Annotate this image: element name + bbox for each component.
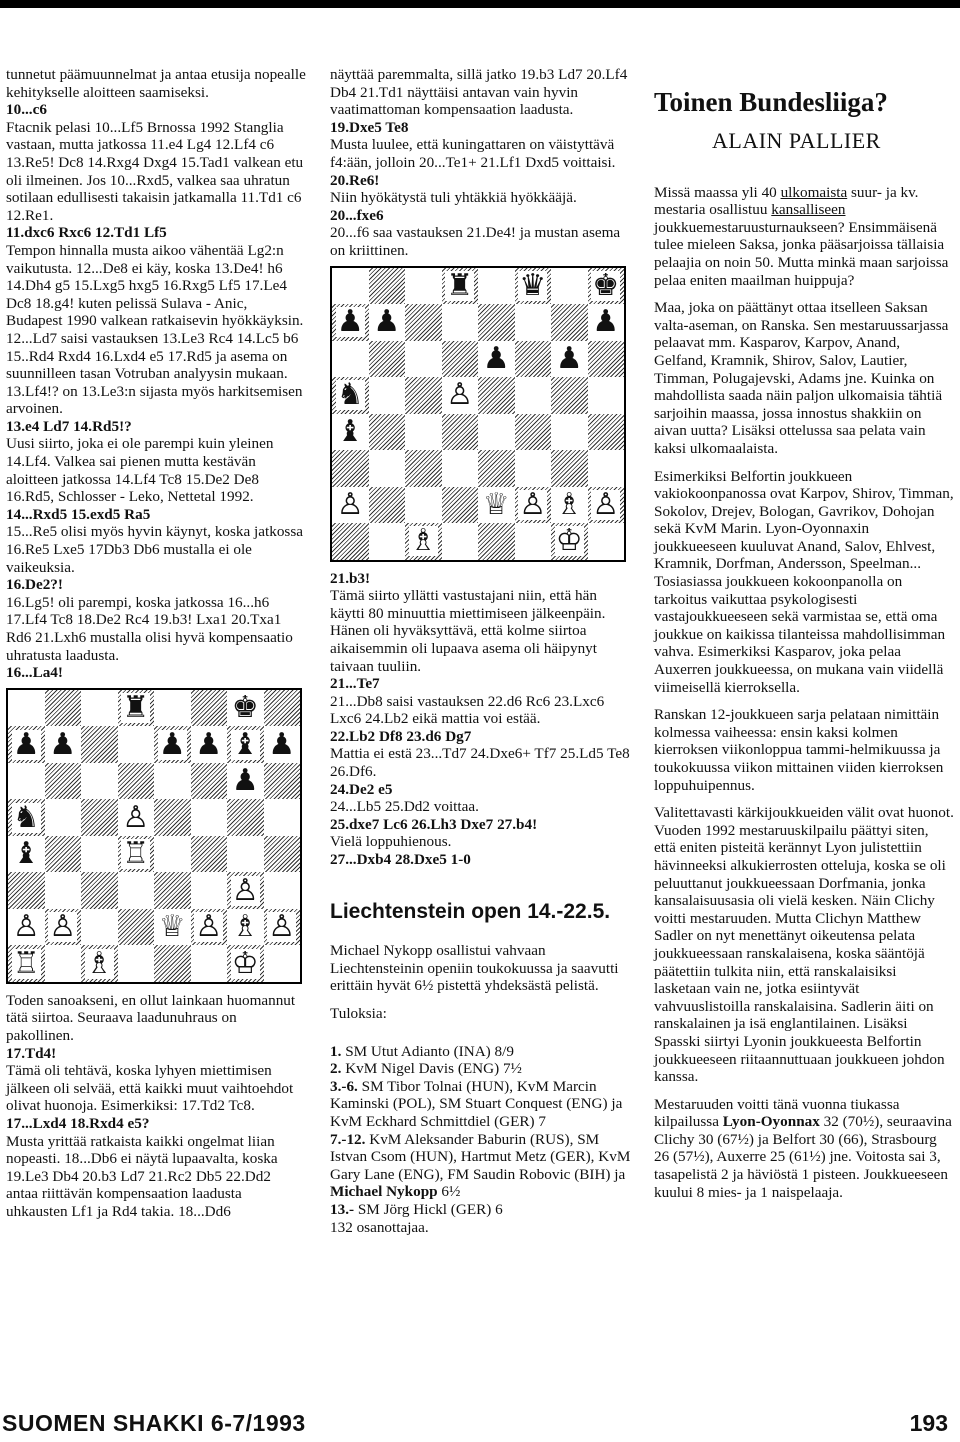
move: 21.b3! [330,569,371,587]
paragraph: Niin hyökätystä tuli yhtäkkiä hyökkääjä. [330,189,577,207]
white-bishop-icon: ♗ [409,523,437,559]
move: 24.De2 e5 [330,780,393,798]
paragraph: 16.Lg5! oli parempi, koska jatkossa 16...h6 17.Lf4 Tc8 18.De2 Rc4 19.b3! Lxa1 20.Txa1 Rd6 21.Lxh6 mustalla olisi hyvä kompensaatio uhratusta laadusta. [6,593,293,664]
column-3 [654,72,954,1201]
black-pawn-icon: ♟ [482,340,510,376]
chess-diagram-1 [6,688,302,984]
paragraph: Musta yrittää ratkaista kaikki ongelmat liian nopeasti. 18...Db6 ei näytä lupaavalta, koska 19.Le3 Db4 20.b3 Ld7 21.Rc2 Db5 22.Dd2 antaa riittävän kompensaation laadusta uhkausten Lf1 ja Rd4 takia. 18...Dd6 [6,1132,278,1220]
move: 21...Te7 [330,675,380,693]
top-rule [0,0,960,8]
paragraph: tunnetut päämuunnelmat ja antaa etusija nopealle kehitykselle aloitteen saamiseksi. [6,66,306,101]
black-king-icon: ♚ [592,267,620,303]
move: 20.Re6! [330,171,380,189]
move: 27...Dxb4 28.Dxe5 1-0 [330,851,471,869]
white-pawn-icon: ♙ [49,909,77,945]
paragraph: 20...f6 saa vastauksen 21.De4! ja mustan asema on kriittinen. [330,224,621,259]
result-line: 1. SM Utut Adianto (INA) 8/9 [330,1042,514,1060]
black-rook-icon: ♜ [446,267,474,303]
paragraph: Michael Nykopp osallistui vahvaan Liechtensteinin openiin toukokuussa ja saavutti erittäin hyvät 6½ pistettä yhdeksästä pelistä. [330,942,619,995]
paragraph: Musta luulee, että kuningattaren on väistyttävä f4:ään, jolloin 20...Te1+ 21.Lf1 Dxd5 voittaisi. [330,136,616,171]
move: 13.e4 Ld7 14.Rd5!? [6,417,132,435]
column-2 [330,66,632,1236]
paragraph: Maa, joka on päättänyt ottaa itselleen Saksan valta-aseman, on Ranska. Sen mestaruussarjassa pelaavat mm. Kasparov, Karpov, Anand, Gelfand, Kramnik, Shirov, Salov, Lautier, Timman, Polugajevski, Adams jne. Kuinka on mahdollista saada näin paljon ulkomaisia tähtiä sarjoihin maassa, jossa innostus shakkiin on aivan uutta? Lisäksi ottelussa saa pelata vain kaksi ulkomaalaista. [654,299,949,457]
move: 14...Rxd5 15.exd5 Ra5 [6,505,151,523]
move: 19.Dxe5 Te8 [330,118,409,136]
black-knight-icon: ♞ [12,799,40,835]
move: 22.Lb2 Df8 23.d6 Dg7 [330,727,472,745]
paragraph: Valitettavasti kärkijoukkueiden välit ovat huonot. Vuoden 1992 mestaruuskilpailu päättyi siten, että eniten pisteitä kerännyt Lyon julistettiin hävinneeksi alkukierrosten otteluja, koska se oli peluuttanut joukkueessaan Dorfmania, jonka kansalaisuusasia oli vielä kesken. Näin Clichy voitti mestaruuden. Mutta Clichyn Matthew Sadler on nyt menettänyt oikeutensa pelata joukkueessaan ranskalaisena, koska sääntöjä päätettiin tulkita niin, että ranskalaisiksi lasketaan vain ne, jotka esiintyvät vahvuuslistoilla ranskalaisina. Sadlerin äiti on ranskalainen ja isä englantilainen. Lisäksi Spasski siirtyi Lyonin joukkueesta Belfortin joukkueeseen riitaannuttuaan joukkueen johdon kanssa. [654,804,954,1086]
white-bishop-icon: ♗ [85,945,113,981]
result-line: 7.-12. KvM Aleksander Baburin (RUS), SM Istvan Csom (HUN), Hartmut Metz (GER), KvM Gary Lane (ENG), FM Saudin Robovic (BIH) ja Michael Nykopp 6½ [330,1130,631,1201]
paragraph: Tuloksia: [330,1005,387,1022]
black-pawn-icon: ♟ [373,304,401,340]
black-bishop-icon: ♝ [336,413,364,449]
white-king-icon: ♔ [555,523,583,559]
black-pawn-icon: ♟ [49,726,77,762]
black-queen-icon: ♛ [519,267,547,303]
move: 17...Lxd4 18.Rxd4 e5? [6,1114,150,1132]
paragraph: Missä maassa yli 40 ulkomaista suur- ja kv. mestaria osallistuu kansalliseen joukkuemestaruusturnaukseen? Ensimmäisenä tulee mieleen Saksa, jonka pääsarjoissa tällaisia pelaajia on noin 50. Mutta minkä maan sarjoissa pelaa eniten maailman huippuja? [654,183,949,289]
white-pawn-icon: ♙ [268,909,296,945]
white-pawn-icon: ♙ [446,377,474,413]
article-author: ALAIN PALLIER [712,128,881,153]
white-queen-icon: ♕ [158,909,186,945]
move: 25.dxe7 Lc6 26.Lh3 Dxe7 27.b4! [330,815,538,833]
paragraph: Ranskan 12-joukkueen sarja pelataan nimittäin kolmessa vaiheessa: ensin kaksi kolmen kierroksen viikonloppua tammi-helmikuussa ja toukokuussa viikon mittainen viiden kierroksen loppuhuipennus. [654,706,944,794]
move: 16...La4! [6,664,63,682]
paragraph: Mattia ei estä 23...Td7 24.Dxe6+ Tf7 25.Ld5 Te8 26.Df6. [330,745,630,781]
white-king-icon: ♔ [231,945,259,981]
white-bishop-icon: ♗ [231,909,259,945]
white-pawn-icon: ♙ [336,486,364,522]
article-title: Toinen Bundesliiga? [654,87,888,117]
paragraph: Mestaruuden voitti tänä vuonna tiukassa kilpailussa Lyon-Oyonnax 32 (70½), seuraavina Clichy 30 (67½) ja Belfort 30 (66), Strasbourg 26 (57½), Auxerre 25 (61½) jne. Voitosta sai 3, tasapelistä 2 ja häviöstä 1 pisteen. Joukkueeseen kuului 8 mies- ja 1 naispelaaja. [654,1095,952,1201]
result-line: 3.-6. SM Tibor Tolnai (HUN), KvM Marcin Kaminski (POL), SM Stuart Conquest (ENG) ja KvM Eckhard Schmittdiel (GER) 7 [330,1077,623,1130]
move: 11.dxc6 Rxc6 12.Td1 Lf5 [6,224,167,242]
white-queen-icon: ♕ [482,486,510,522]
black-pawn-icon: ♟ [268,726,296,762]
black-pawn-icon: ♟ [555,340,583,376]
paragraph: Esimerkiksi Belfortin joukkueen vakiokoonpanossa ovat Karpov, Shirov, Timman, Sokolov, Drejev, Bologan, Gavrikov, Dohojan sekä KvM Marin. Lyon-Oyonnaxin joukkueeseen kuuluvat Anand, Salov, Ehlvest, Kramnik, Dorfman, Andersson, Speelman... Tosiasiassa joukkueen kokoonpanolla on tarkoitus vaikuttaa psykologisesti vastajoukkueeseen sekä varmistaa se, että oma joukkue on kaikissa tilanteissa mahdollisimman vahva. Esimerkiksi Kasparov, joka pelaa Auxerren joukkueessa, on mukana vain viidellä viimeisellä kierroksella. [654,467,954,696]
result-line: 13.- SM Jörg Hickl (GER) 6 [330,1200,503,1218]
white-pawn-icon: ♙ [122,799,150,835]
magazine-footer: SUOMEN SHAKKI 6-7/1993 [2,1410,306,1436]
black-pawn-icon: ♟ [12,726,40,762]
section-heading: Liechtenstein open 14.-22.5. [330,899,611,923]
paragraph: 24...Lb5 25.Dd2 voittaa. [330,798,479,816]
move: 16.De2?! [6,576,63,594]
chess-diagram-2 [330,266,626,562]
move: 10...c6 [6,101,47,119]
result-line: 2. KvM Nigel Davis (ENG) 7½ [330,1060,522,1078]
black-knight-icon: ♞ [336,377,364,413]
black-king-icon: ♚ [231,690,259,726]
white-pawn-icon: ♙ [12,909,40,945]
white-pawn-icon: ♙ [519,486,547,522]
white-rook-icon: ♖ [12,945,40,981]
black-rook-icon: ♜ [122,690,150,726]
paragraph: Vielä loppuhienous. [330,833,452,851]
paragraph: 132 osanottajaa. [330,1218,429,1236]
page-number: 193 [909,1410,948,1436]
paragraph: 21...Db8 saisi vastauksen 22.d6 Rc6 23.Lxc6 Lxc6 24.Lb2 eikä mattia voi estää. [330,692,605,728]
paragraph: Tämä oli tehtävä, koska lyhyen miettimisen jälkeen oli selvää, että kaikki muut vaihtoehdot olivat huonoja. Esimerkiksi: 17.Td2 Tc8. [6,1062,294,1115]
black-pawn-icon: ♟ [195,726,223,762]
paragraph: Tämä siirto yllätti vastustajani niin, että hän käytti 80 minuuttia miettimiseen jälkeenpäin. Hänen oli hyväksyttävä, että kolme siirtoa aikaisemmin oli lupaava asema oli häipynyt taivaan tuuliin. [330,587,606,675]
black-pawn-icon: ♟ [158,726,186,762]
black-pawn-icon: ♟ [592,304,620,340]
paragraph: näyttää paremmalta, sillä jatko 19.b3 Ld7 20.Lf4 Db4 21.Td1 näyttäisi antavan vain hyvin vaatimattoman kompensaation laadusta. [330,66,628,119]
paragraph: Toden sanoakseni, en ollut lainkaan huomannut tätä siirtoa. Seuraava laadunuhraus on pakollinen. [6,991,296,1044]
paragraph: Tempon hinnalla musta aikoo vähentää Lg2:n vaikutusta. 12...De8 ei käy, koska 13.De4! h6 14.Dh4 g5 15.Lxg5 hxg5 16.Rxg5 Lf5 17.Le4 Dc8 18.g4! kuten pelissä Sulava - Anic, Budapest 1990 valkean ratkaisevin hyökkäyksin. 12...Ld7 saisi vastauksen 13.Le3 Rc4 14.Lc5 b6 15..Rd4 Rxd4 16.Lxd4 e5 17.Rd5 ja asema on suunnilleen tasan Votruban analyysin mukaan. 13.Lf4!? on 13.Le3:n sijasta myös harkitsemisen arvoinen. [6,241,304,418]
black-bishop-icon: ♝ [12,836,40,872]
move: 20...fxe6 [330,206,384,224]
move: 17.Td4! [6,1044,57,1062]
white-pawn-icon: ♙ [195,909,223,945]
paragraph: 15...Re5 olisi myös hyvin käynyt, koska jatkossa 16.Re5 Lxe5 17Db3 Db6 mustalla ei ole vaikeuksia. [6,523,303,576]
white-bishop-icon: ♗ [555,486,583,522]
white-pawn-icon: ♙ [231,872,259,908]
black-pawn-icon: ♟ [336,304,364,340]
white-pawn-icon: ♙ [592,486,620,522]
white-rook-icon: ♖ [122,836,150,872]
black-pawn-icon: ♟ [231,763,259,799]
column-1 [6,66,306,1221]
paragraph: Ftacnik pelasi 10...Lf5 Brnossa 1992 Stanglia vastaan, mutta jatkossa 11.e4 Lg4 12.Lf4 c6 13.Re5! Dc8 14.Rxg4 Dxg4 15.Tad1 valkean etu oli ilmeinen. Jos 10...Rxd5, valkea saa uhratun sotilaan edullisesti takaisin jatkamalla 11.Td1 c6 12.Re1. [6,118,304,224]
paragraph: Uusi siirto, joka ei ole parempi kuin yleinen 14.Lf4. Valkea sai pienen mutta kestävän aloitteen jatkossa 14.Lf4 Tc8 15.De2 De8 16.Rd5, Schlosser - Leko, Nettetal 1992. [6,435,274,506]
black-bishop-icon: ♝ [231,726,259,762]
